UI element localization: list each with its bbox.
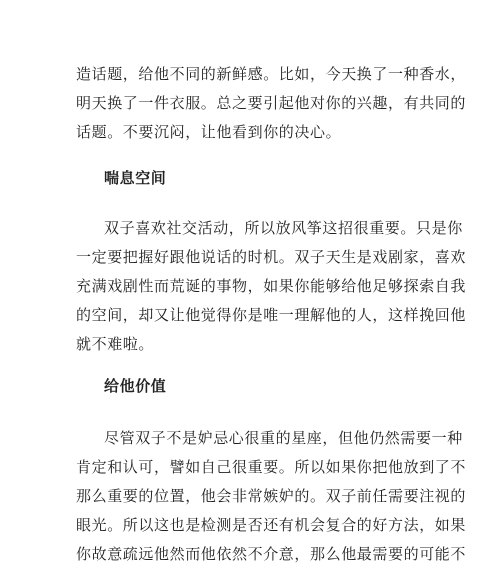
paragraph-breathing-space [76, 214, 467, 359]
text-line: 就不难啦。 [76, 335, 155, 353]
text-line: 那么重要的位置，他会非常嫉妒的。双子前任需要注视的 [76, 487, 467, 505]
paragraph-intro [76, 60, 467, 147]
paragraph-give-value [76, 424, 467, 569]
text-line: 肯定和认可，譬如自己很重要。所以如果你把他放到了不 [76, 458, 467, 476]
section-heading-breathing-space: 喘息空间 [104, 169, 167, 187]
text-line: 双子喜欢社交活动，所以放风筝这招很重要。只是你 [104, 219, 463, 237]
text-line: 一定要把握好跟他说话的时机。双子天生是戏剧家，喜欢 [76, 248, 467, 266]
section-heading-give-value: 给他价值 [104, 377, 167, 395]
text-line: 的空间，却又让他觉得你是唯一理解他的人，这样挽回他 [76, 306, 467, 324]
text-line: 你故意疏远他然而他依然不介意，那么他最需要的可能不 [76, 545, 467, 563]
text-line: 造话题，给他不同的新鲜感。比如，今天换了一种香水， [76, 65, 467, 83]
text-line: 明天换了一件衣服。总之要引起他对你的兴趣，有共同的 [76, 94, 467, 112]
text-line: 话题。不要沉闷，让他看到你的决心。 [76, 123, 342, 141]
text-line: 眼光。所以这也是检测是否还有机会复合的好方法，如果 [76, 516, 467, 534]
text-line: 尽管双子不是妒忌心很重的星座，但他仍然需要一种 [104, 429, 463, 447]
text-line: 充满戏剧性而荒诞的事物，如果你能够给他足够探索自我 [76, 277, 467, 295]
